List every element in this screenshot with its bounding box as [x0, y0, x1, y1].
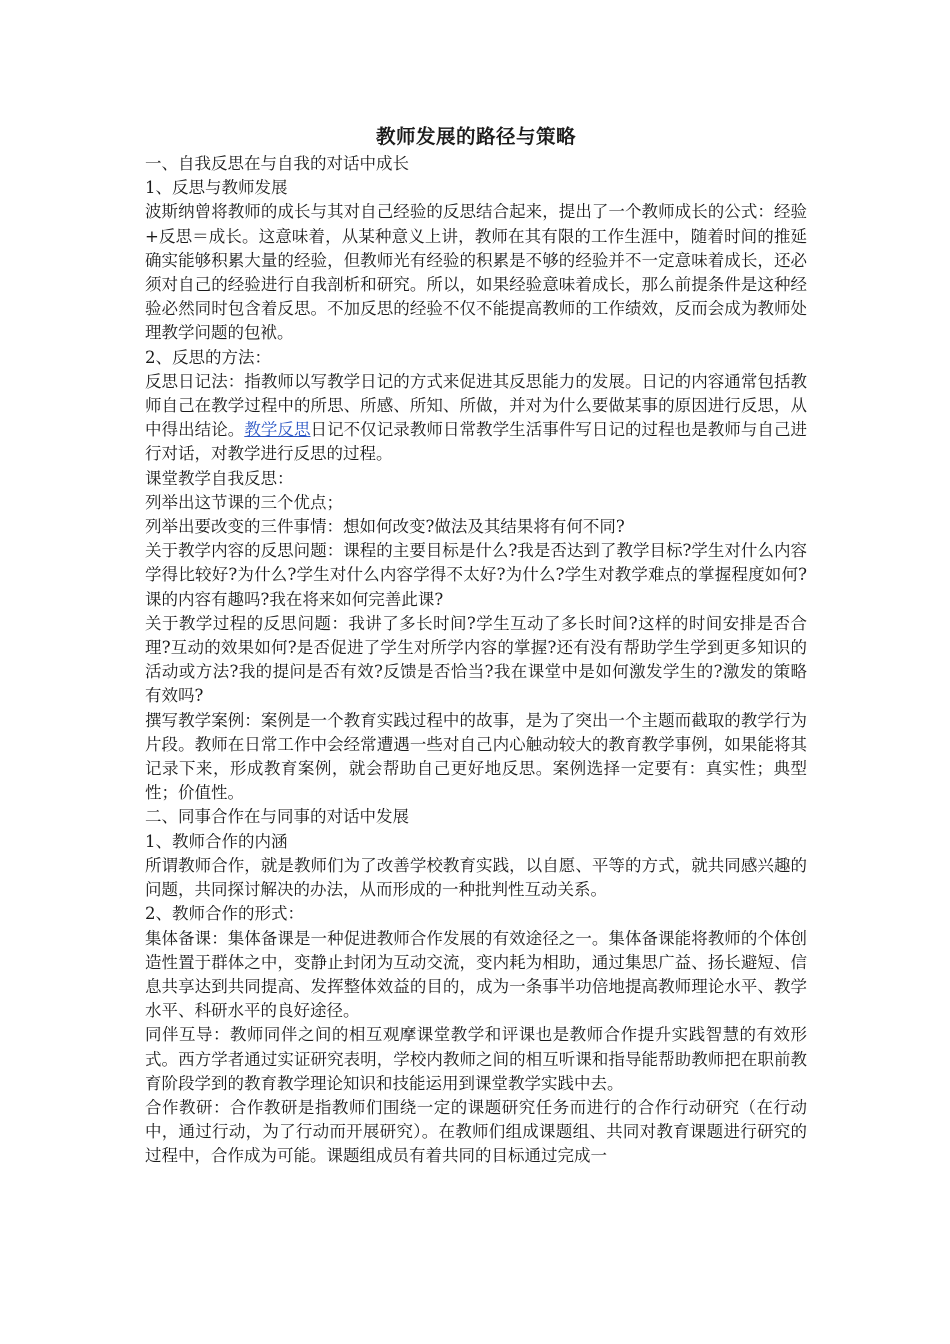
- paragraph-process-questions: 关于教学过程的反思问题：我讲了多长时间?学生互动了多长时间?这样的时间安排是否合理?互动的效果如何?是否促进了学生对所学内容的掌握?还有没有帮助学生学到更多知识的活动或方法?我的提问是否有效?反馈是否恰当?我在课堂中是如何激发学生的?激发的策略有效吗?: [145, 613, 807, 706]
- paragraph-reflection-diary: [145, 370, 807, 467]
- subsection-heading-methods: 2、反思的方法：: [145, 347, 271, 367]
- paragraph-posner-formula: 波斯纳曾将教师的成长与其对自己经验的反思结合起来，提出了一个教师成长的公式：经验+反思＝成长。这意味着，从某种意义上讲，教师在其有限的工作生涯中，随着时间的推延确实能够积累大量的经验，但教师光有经验的积累是不够的经验并不一定意味着成长，还必须对自己的经验进行自我剖析和研究。所以，如果经验意味着成长，那么前提条件是这种经验必然同时包含着反思。不加反思的经验不仅不能提高教师的工作绩效，反而会成为教师处理教学问题的包袱。: [145, 202, 807, 343]
- paragraph-peer-guidance: 同伴互导：教师同伴之间的相互观摩课堂教学和评课也是教师合作提升实践智慧的有效形式。西方学者通过实证研究表明，学校内教师之间的相互听课和指导能帮助教师把在职前教育阶段学到的教育教学理论知识和技能运用到课堂教学实践中去。: [145, 1025, 807, 1093]
- subsection-heading-cooperation: 1、教师合作的内涵: [145, 831, 288, 851]
- paragraph-classroom-reflection: 课堂教学自我反思：: [145, 468, 294, 488]
- diary-text-before: 反思日记法：指教师以写教学日记的方式来促进其反思能力的发展。日记的内容通常包括教师自己在教学过程中的所思、所感、所知、所做，并对为什么要做某事的原因进行反思，从中得出结论。: [145, 371, 807, 440]
- paragraph-content-questions: 关于教学内容的反思问题：课程的主要目标是什么?我是否达到了教学目标?学生对什么内容学得比较好?为什么?学生对什么内容学得不太好?为什么?学生对教学难点的掌握程度如何?课的内容有趣吗?我在将来如何完善此课?: [145, 541, 807, 609]
- section-heading-2: 二、同事合作在与同事的对话中发展: [145, 807, 409, 827]
- subsection-heading-reflection: 1、反思与教师发展: [145, 178, 288, 198]
- paragraph-three-changes: 列举出要改变的三件事情：想如何改变?做法及其结果将有何不同?: [145, 517, 625, 537]
- paragraph-three-strengths: 列举出这节课的三个优点；: [145, 492, 343, 512]
- teaching-reflection-link[interactable]: 教学反思: [244, 420, 311, 440]
- document-title: 教师发展的路径与策略: [375, 125, 576, 148]
- paragraph-teaching-cases: 撰写教学案例：案例是一个教育实践过程中的故事，是为了突出一个主题而截取的教学行为片段。教师在日常工作中会经常遭遇一些对自己内心触动较大的教育教学事例，如果能将其记录下来，形成教育案例，就会帮助自己更好地反思。案例选择一定要有：真实性；典型性；价值性。: [145, 710, 807, 803]
- paragraph-cooperation-definition: 所谓教师合作，就是教师们为了改善学校教育实践，以自愿、平等的方式，就共同感兴趣的问题，共同探讨解决的办法，从而形成的一种批判性互动关系。: [145, 855, 807, 900]
- diary-text-after: 日记不仅记录教师日常教学生活事件写日记的过程也是教师与自己进行对话，对教学进行反思的过程。: [145, 420, 808, 464]
- subsection-heading-forms: 2、教师合作的形式：: [145, 904, 304, 924]
- section-heading-1: 一、自我反思在与自我的对话中成长: [145, 154, 409, 173]
- paragraph-collective-lesson-prep: 集体备课：集体备课是一种促进教师合作发展的有效途径之一。集体备课能将教师的个体创造性置于群体之中，变静止封闭为互动交流，变内耗为相助，通过集思广益、扬长避短、信息共享达到共同提高、发挥整体效益的目的，成为一条事半功倍地提高教师理论水平、教学水平、科研水平的良好途径。: [145, 928, 807, 1021]
- paragraph-collaborative-research: 合作教研：合作教研是指教师们围绕一定的课题研究任务而进行的合作行动研究（在行动中，通过行动，为了行动而开展研究）。在教师们组成课题组、共同对教育课题进行研究的过程中，合作成为可能。课题组成员有着共同的目标通过完成一: [145, 1097, 807, 1166]
- document-page: [145, 122, 807, 1169]
